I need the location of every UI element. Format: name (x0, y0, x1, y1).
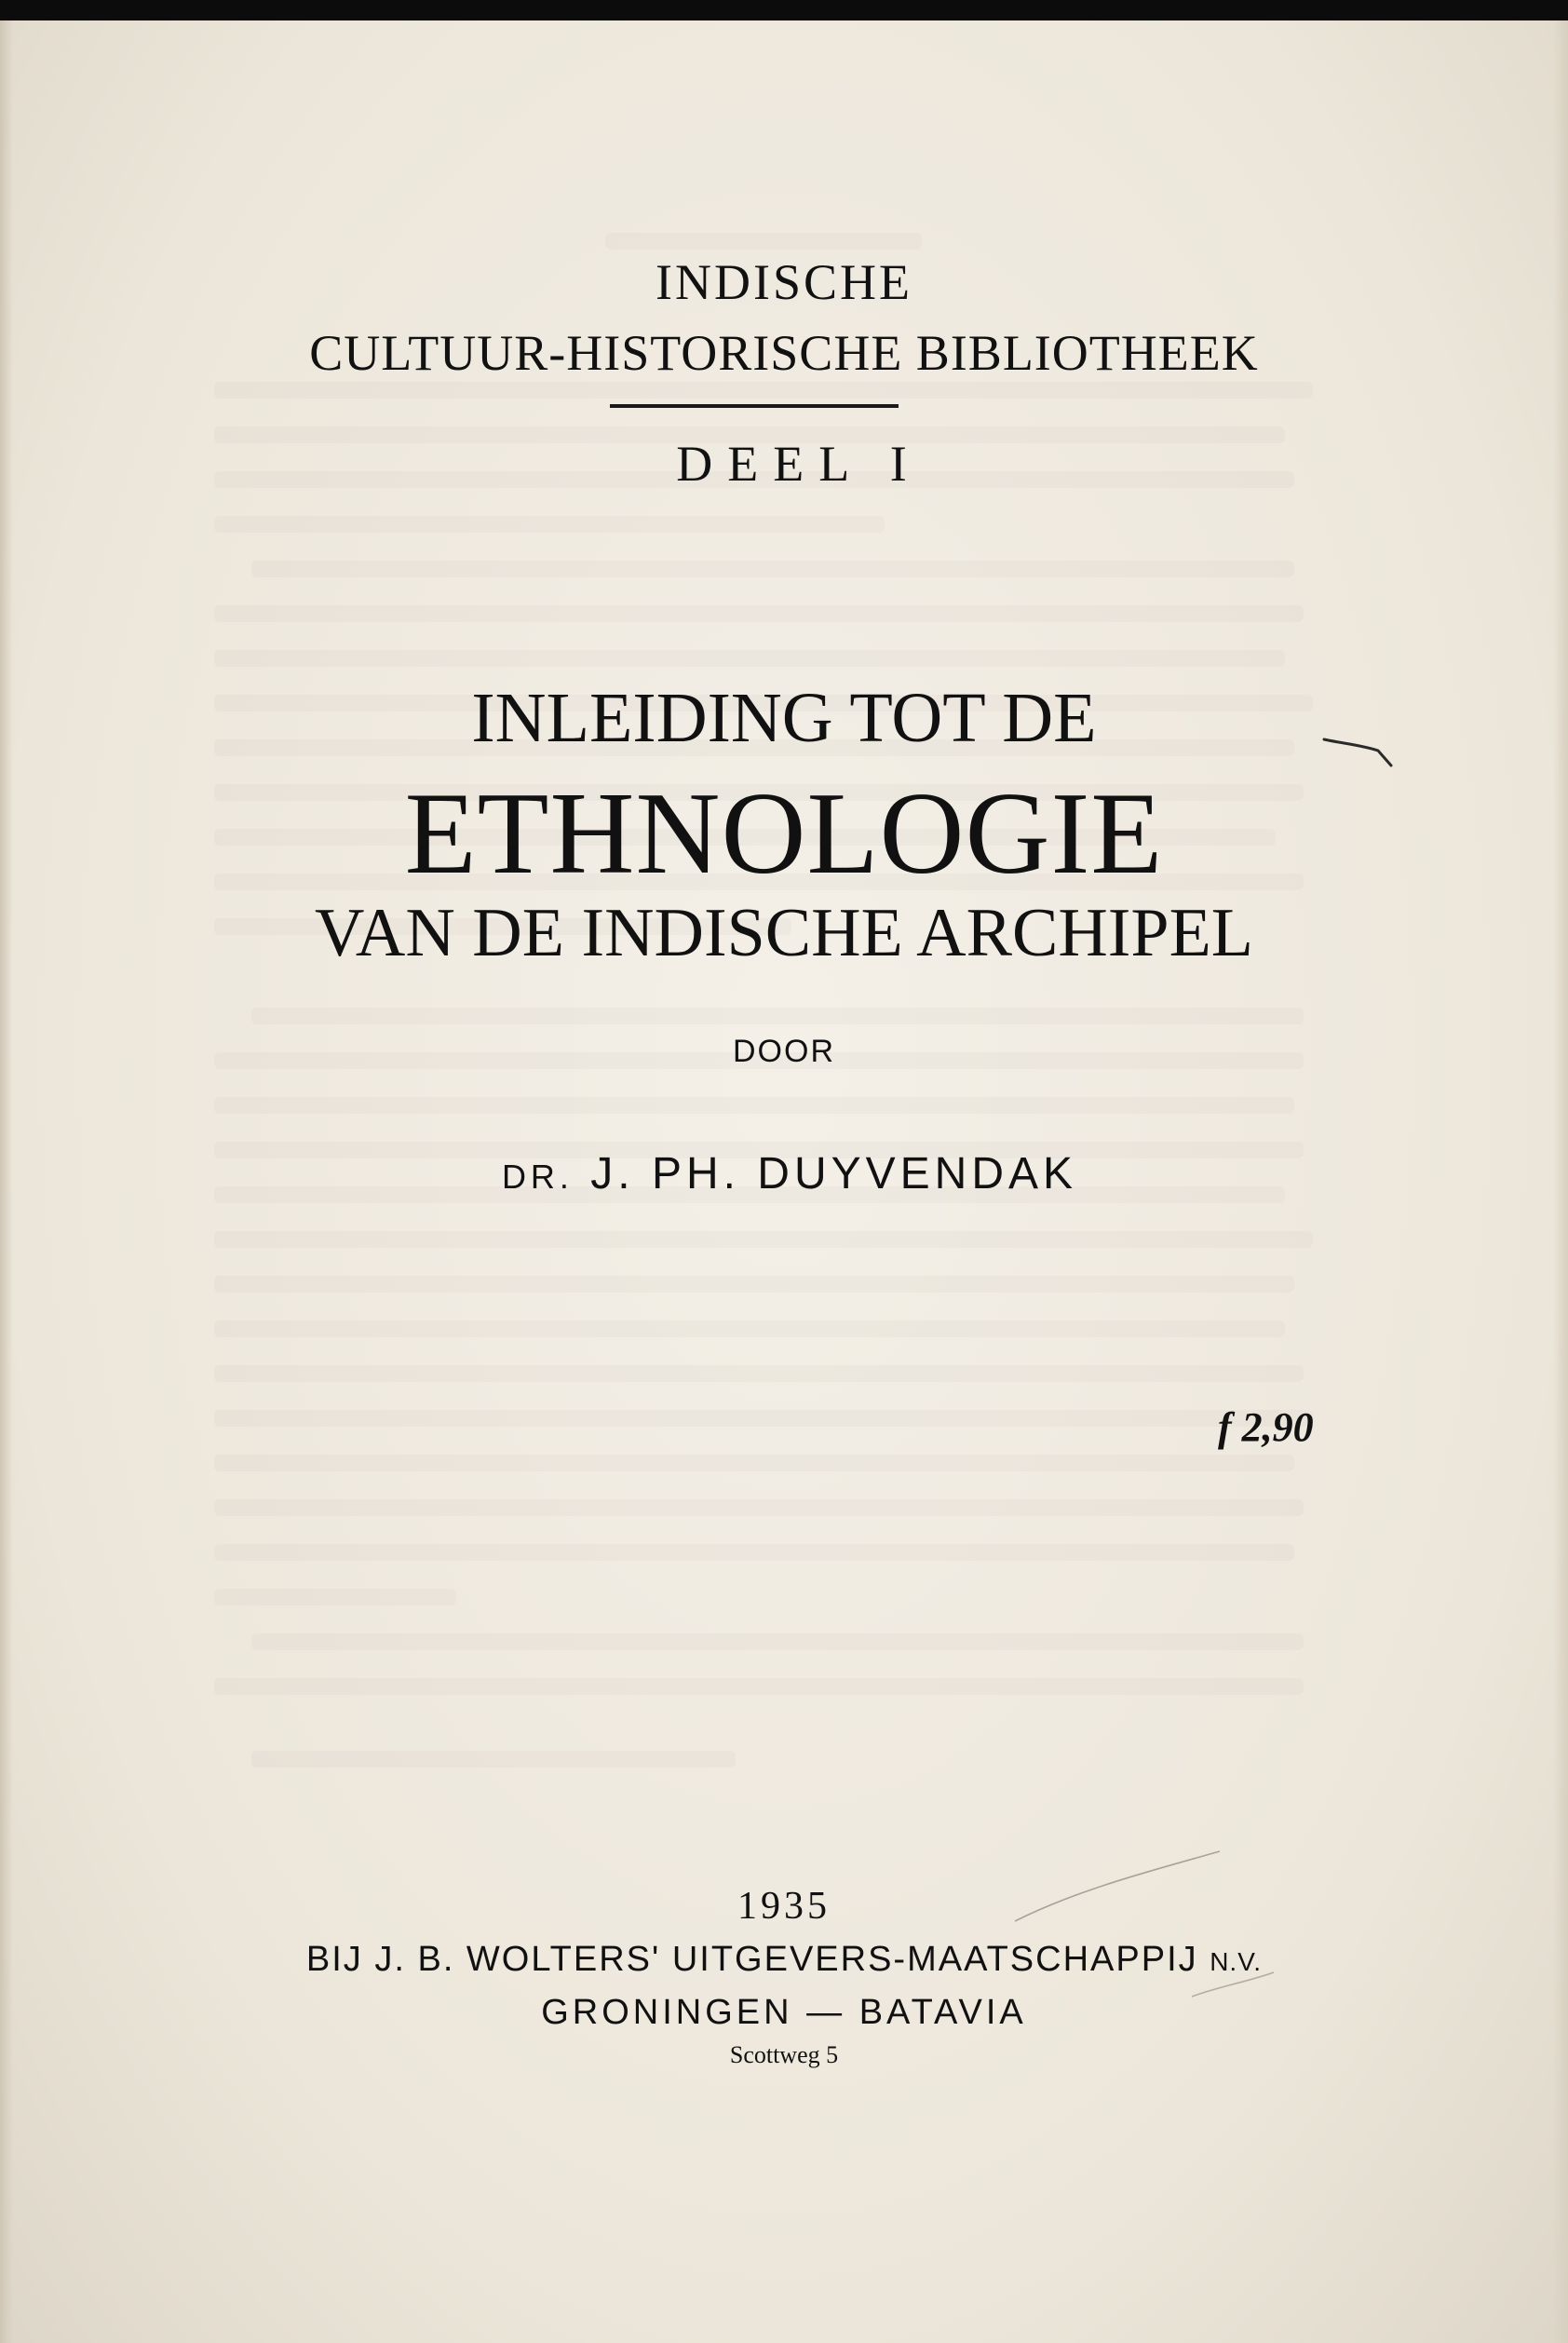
author-full-name: J. PH. DUYVENDAK (590, 1149, 1078, 1199)
scan-top-border (0, 0, 1568, 20)
publisher-line (0, 1940, 1568, 1980)
book-title-line1: INLEIDING TOT DE (471, 679, 1097, 757)
handwritten-price: f 2,90 (1218, 1404, 1314, 1450)
publisher-suffix: N.V. (1210, 1947, 1263, 1976)
book-title-main: ETHNOLOGIE (404, 769, 1164, 899)
book-title-line3: VAN DE INDISCHE ARCHIPEL (315, 895, 1253, 971)
publication-year: 1935 (737, 1885, 831, 1928)
author-title: DR. (501, 1158, 574, 1196)
series-title-line1: INDISCHE (656, 254, 912, 310)
publisher-cities: GRONINGEN — BATAVIA (541, 1993, 1027, 2032)
volume-number: DEEL I (676, 436, 922, 492)
handwritten-address: Scottweg 5 (729, 2041, 839, 2068)
byline-label: DOOR (733, 1034, 835, 1069)
publisher-name: BIJ J. B. WOLTERS' UITGEVERS-MAATSCHAPPIJ (305, 1940, 1198, 1979)
author-name (0, 1148, 1568, 1199)
series-rule (610, 404, 899, 408)
series-title-line2: CULTUUR-HISTORISCHE BIBLIOTHEEK (309, 325, 1259, 381)
pencil-mark-icon (1320, 728, 1395, 775)
